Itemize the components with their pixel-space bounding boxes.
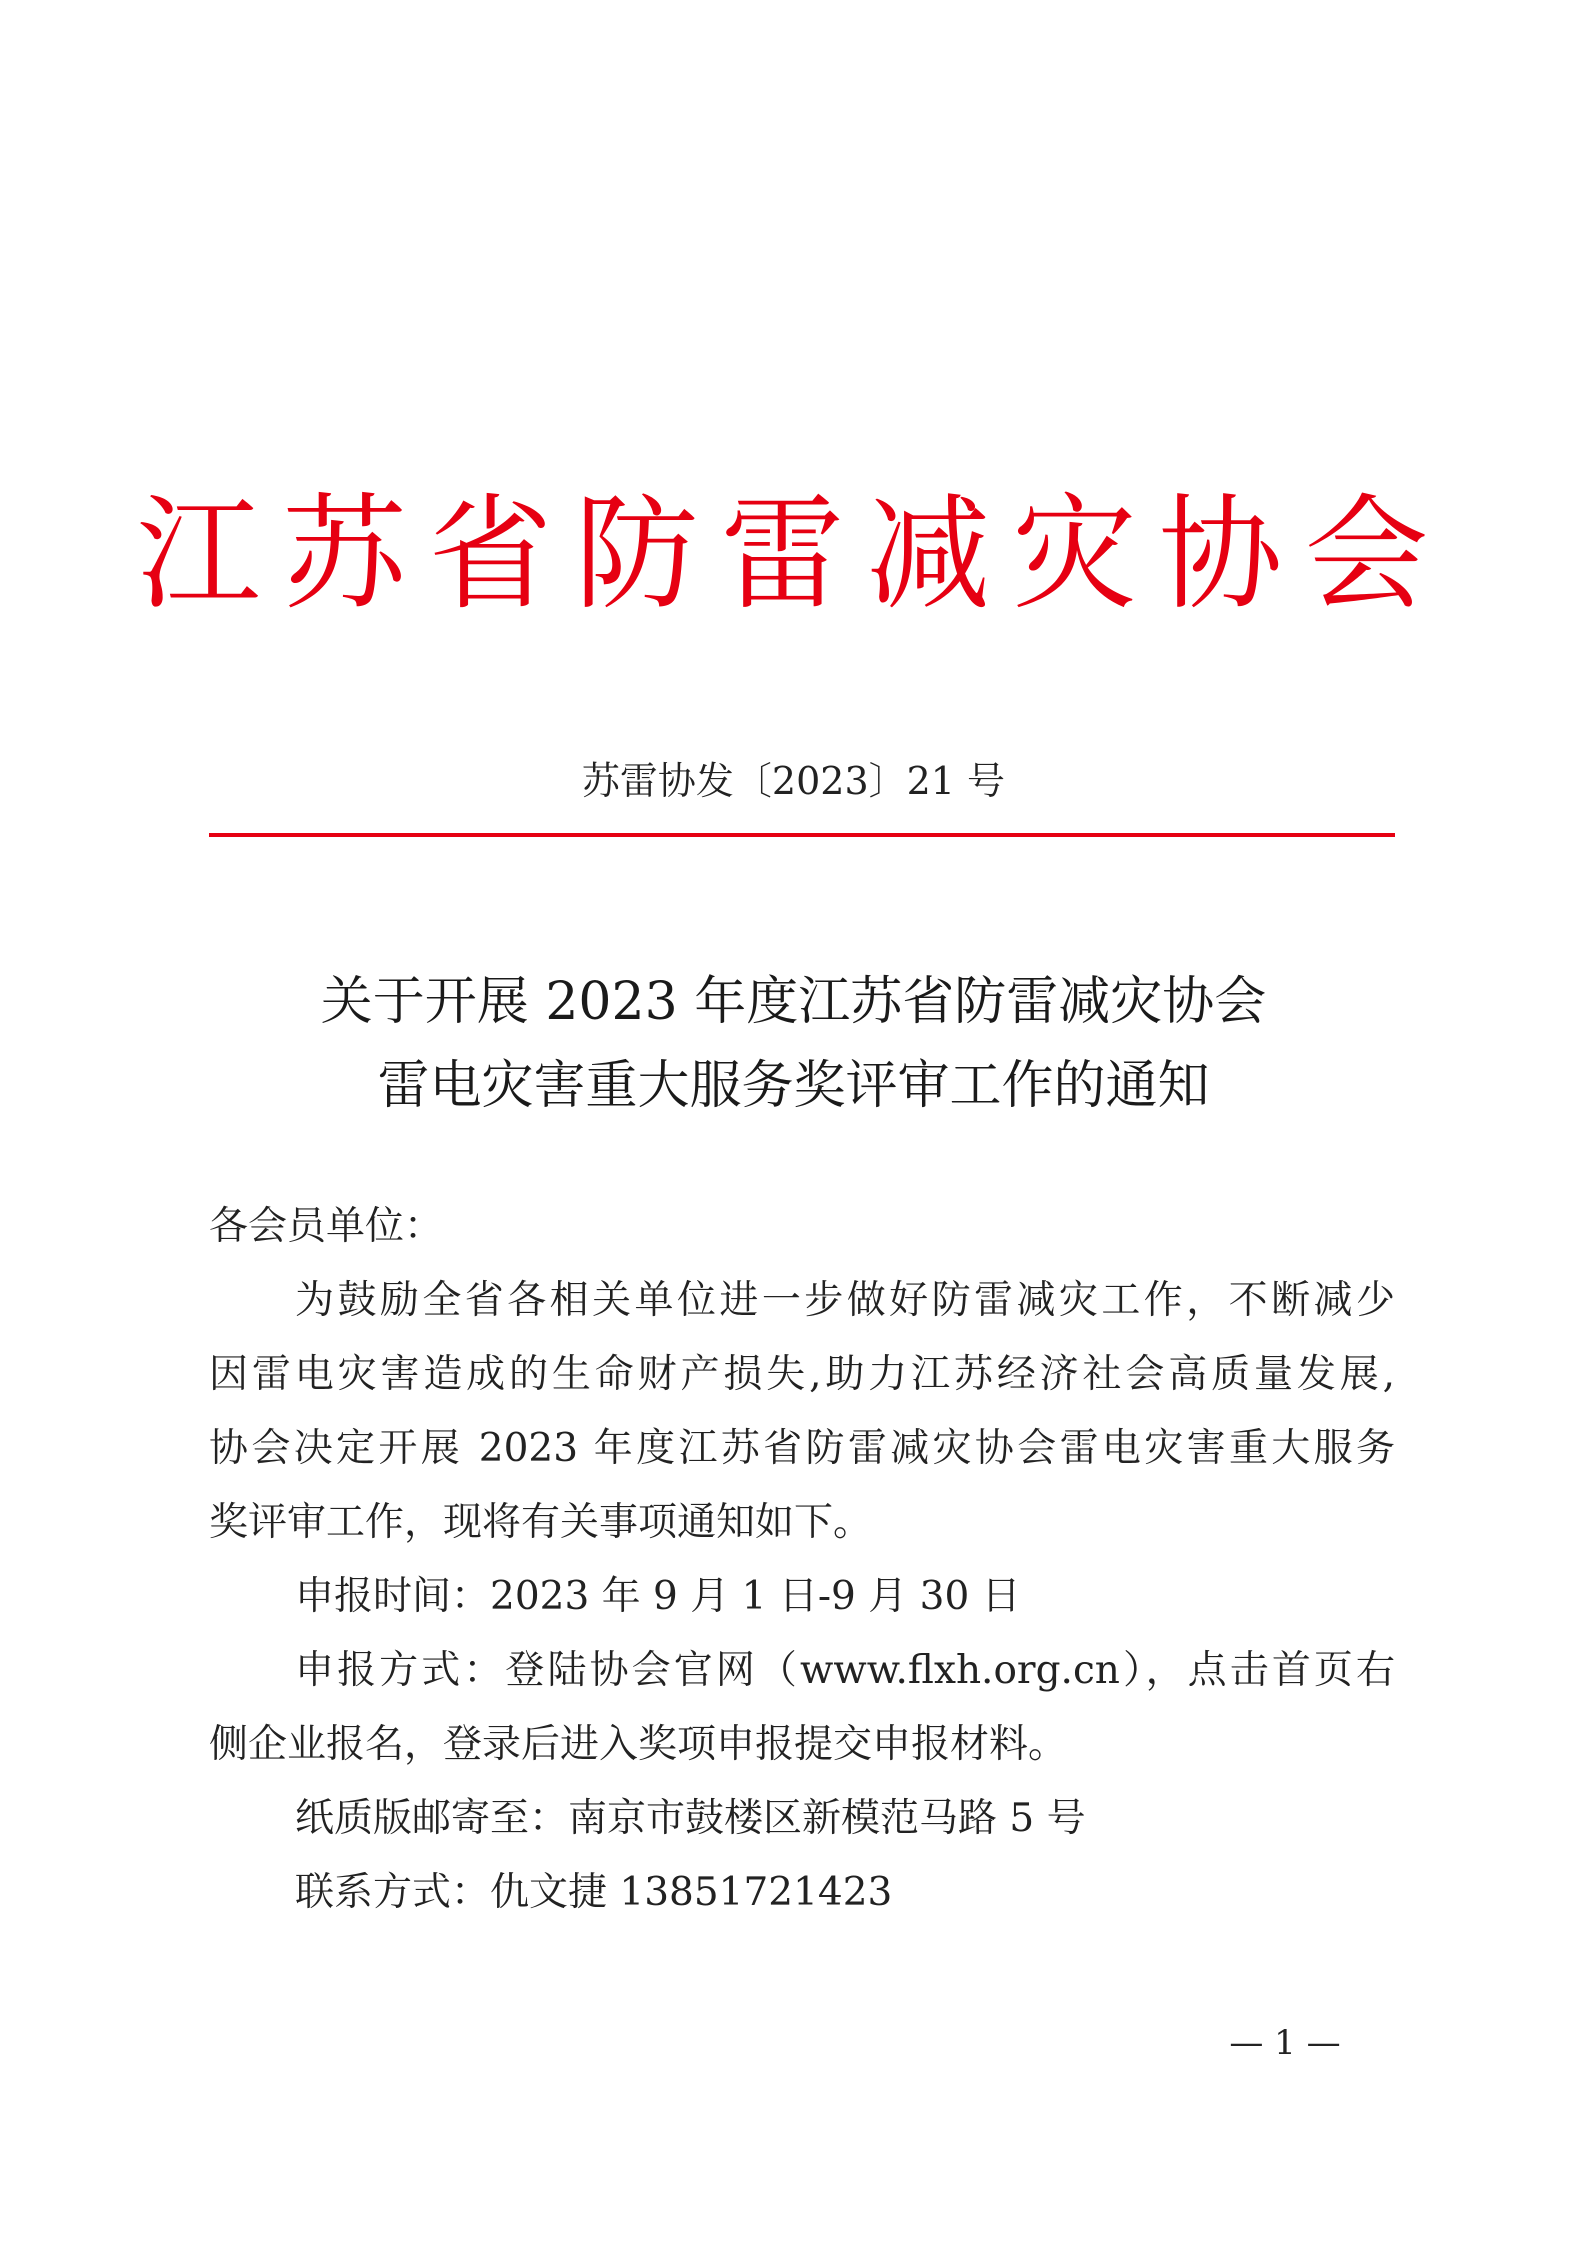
application-method-line-2: 侧企业报名，登录后进入奖项申报提交申报材料。 <box>209 1722 1068 1767</box>
notice-title-line-1: 关于开展 2023 年度江苏省防雷减灾协会 <box>320 972 1267 1032</box>
mailing-address: 纸质版邮寄至：南京市鼓楼区新模范马路 5 号 <box>295 1796 1086 1841</box>
page-number: — 1 — <box>1229 2023 1341 2063</box>
red-divider-rule <box>209 833 1395 837</box>
intro-paragraph <box>209 1264 1395 1560</box>
application-method <box>209 1634 1395 1782</box>
application-time: 申报时间：2023 年 9 月 1 日-9 月 30 日 <box>295 1574 1021 1619</box>
notice-body <box>209 1190 1395 1930</box>
salutation: 各会员单位： <box>209 1204 444 1249</box>
intro-paragraph-line-3: 协会决定开展 2023 年度江苏省防雷减灾协会雷电灾害重大服务 <box>209 1426 1395 1471</box>
notice-title-line-2: 雷电灾害重大服务奖评审工作的通知 <box>377 1056 1210 1116</box>
document-number: 苏雷协发〔2023〕21 号 <box>581 759 1006 803</box>
intro-paragraph-line-4: 奖评审工作，现将有关事项通知如下。 <box>209 1500 873 1545</box>
contact-info: 联系方式：仇文捷 13851721423 <box>295 1870 893 1915</box>
organization-title: 江苏省防雷减灾协会 <box>136 483 1451 627</box>
application-method-line-1: 申报方式：登陆协会官网（www.flxh.org.cn），点击首页右 <box>295 1648 1395 1693</box>
intro-paragraph-line-1: 为鼓励全省各相关单位进一步做好防雷减灾工作，不断减少 <box>295 1278 1395 1323</box>
intro-paragraph-line-2: 因雷电灾害造成的生命财产损失,助力江苏经济社会高质量发展, <box>209 1352 1395 1397</box>
notice-title <box>0 960 1587 1128</box>
